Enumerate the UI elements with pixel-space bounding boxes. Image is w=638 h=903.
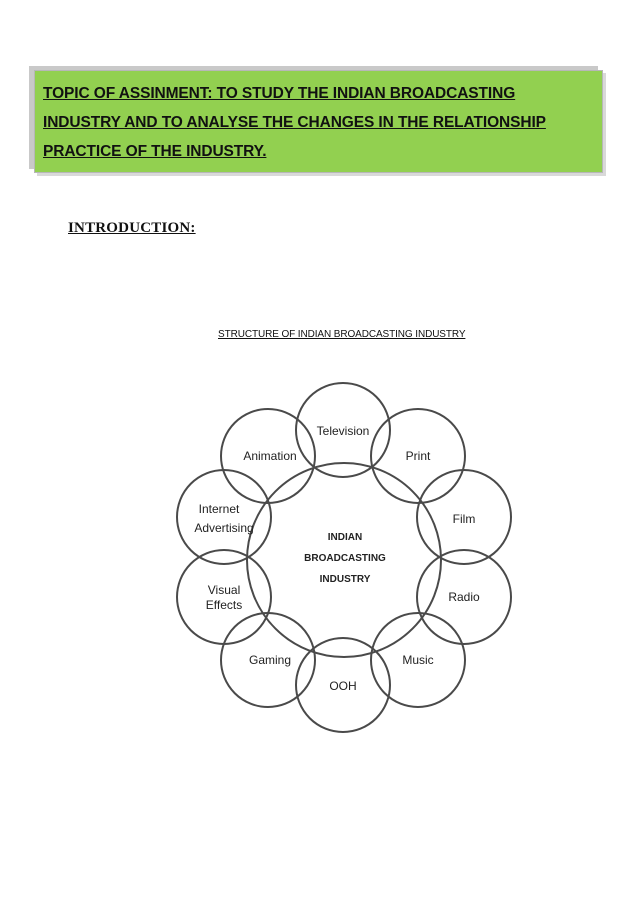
node-label-ooh: OOH bbox=[329, 679, 357, 693]
center-label-line-1: INDIAN bbox=[327, 532, 363, 543]
topic-line-3: PRACTICE OF THE INDUSTRY. bbox=[43, 143, 267, 160]
node-label-visual: Visual bbox=[207, 583, 241, 597]
center-label-line-3: INDUSTRY bbox=[319, 574, 371, 585]
topic-line-2: INDUSTRY AND TO ANALYSE THE CHANGES IN THE RELATIONSHIP bbox=[43, 114, 546, 131]
node-label-internet: Internet bbox=[198, 502, 240, 516]
node-label-animation: Animation bbox=[243, 449, 297, 463]
node-label-music: Music bbox=[402, 653, 434, 667]
node-label-film: Film bbox=[452, 512, 476, 526]
center-label-line-2: BROADCASTING bbox=[304, 553, 386, 564]
node-label-advertising: Advertising bbox=[194, 521, 254, 535]
node-label-gaming: Gaming bbox=[248, 653, 292, 667]
node-label-television: Television bbox=[316, 424, 370, 438]
topic-line-1: TOPIC OF ASSINMENT: TO STUDY THE INDIAN BROADCASTING bbox=[43, 85, 516, 102]
node-label-effects: Effects bbox=[205, 598, 243, 612]
node-label-print: Print bbox=[405, 449, 431, 463]
introduction-heading: INTRODUCTION: bbox=[68, 220, 196, 236]
node-label-radio: Radio bbox=[448, 590, 480, 604]
diagram-title: STRUCTURE OF INDIAN BROADCASTING INDUSTRY bbox=[218, 329, 466, 340]
